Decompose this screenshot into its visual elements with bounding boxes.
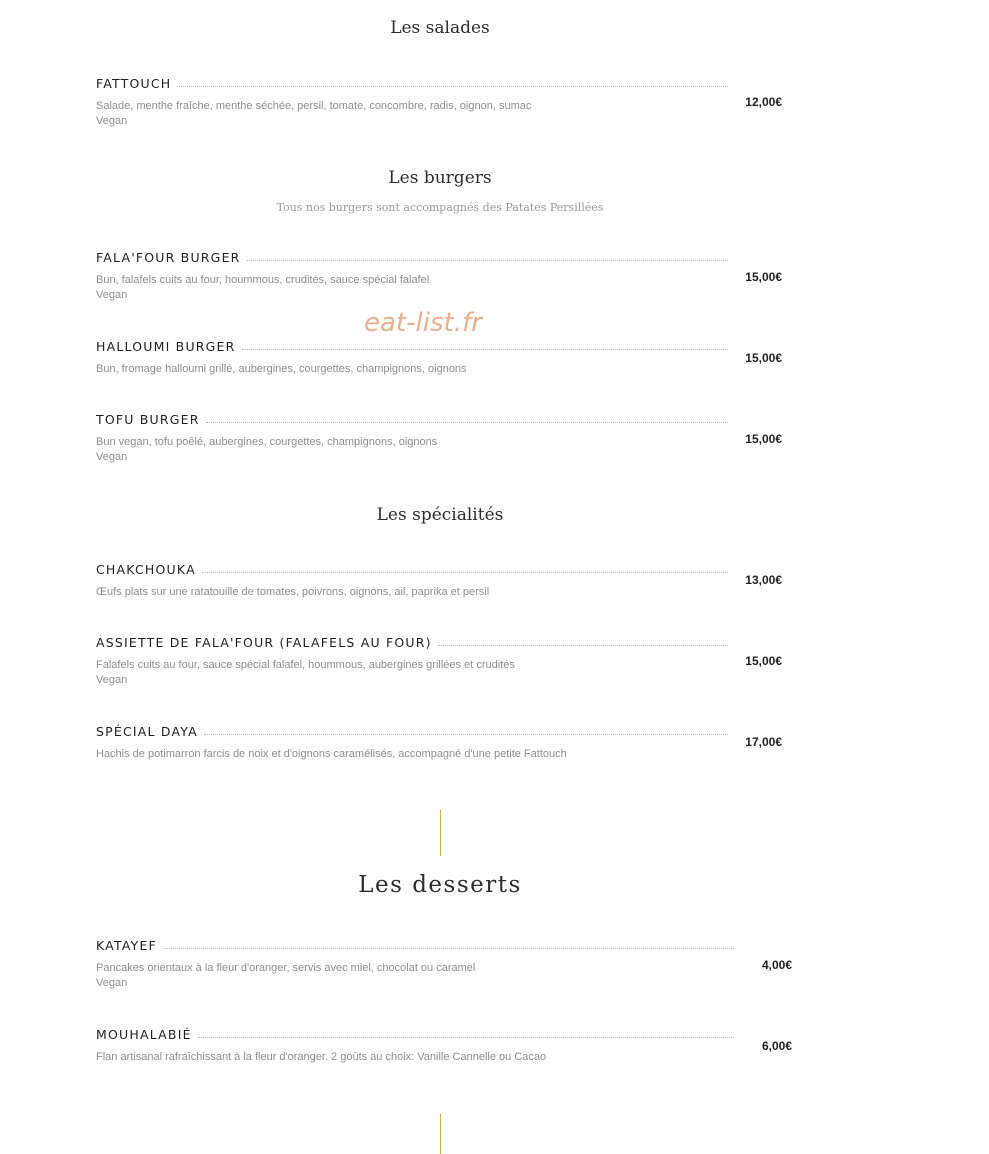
item-description: Salade, menthe fraîche, menthe séchée, persil, tomate, concombre, radis, oignon, sumac	[96, 100, 532, 112]
section-title-burgers: Les burgers	[388, 168, 492, 188]
item-price: 6,00€	[761, 1039, 792, 1053]
item-name: FATTOUCH	[96, 76, 172, 91]
item-price: 12,00€	[745, 95, 782, 109]
dot-leader	[206, 421, 728, 423]
watermark-logo: eat-list.fr	[364, 308, 482, 338]
menu-item-falafour-burger	[96, 250, 786, 303]
menu-item-tofu-burger	[96, 412, 786, 465]
item-description: Bun, falafels cuits au four, hoummous, crudités, sauce spécial falafel	[96, 274, 430, 286]
section-subtitle-burgers: Tous nos burgers sont accompagnés des Patates Persillées	[276, 201, 604, 214]
menu-item-special-daya	[96, 724, 786, 762]
menu-item-halloumi-burger	[96, 339, 786, 377]
section-divider-line	[440, 810, 441, 856]
item-description: Pancakes orientaux à la fleur d'oranger, servis avec miel, chocolat ou caramel	[96, 962, 476, 974]
item-description: Bun vegan, tofu poêlé, aubergines, courgettes, champignons, oignons	[96, 436, 438, 448]
item-price: 4,00€	[761, 958, 792, 972]
item-name: HALLOUMI BURGER	[96, 339, 236, 354]
item-header	[96, 562, 728, 577]
item-tag-vegan: Vegan	[96, 115, 128, 127]
item-header	[96, 938, 734, 953]
item-header	[96, 724, 728, 739]
item-description: Flan artisanal rafraîchissant à la fleur d'oranger. 2 goûts au choix: Vanille Cannelle ou Cacao	[96, 1051, 547, 1063]
menu-item-chakchouka	[96, 562, 786, 600]
item-price: 15,00€	[745, 432, 782, 446]
item-name: SPÉCIAL DAYA	[96, 724, 198, 739]
item-header	[96, 635, 728, 650]
item-price: 15,00€	[745, 270, 782, 284]
item-price: 17,00€	[745, 735, 782, 749]
item-tag-vegan: Vegan	[96, 451, 128, 463]
menu-item-fattouch	[96, 76, 786, 129]
item-name: TOFU BURGER	[96, 412, 200, 427]
item-header	[96, 250, 728, 265]
item-header	[96, 1027, 734, 1042]
dot-leader	[202, 571, 728, 573]
item-name: KATAYEF	[96, 938, 157, 953]
item-name: ASSIETTE DE FALA'FOUR (FALAFELS AU FOUR)	[96, 635, 432, 650]
section-title-desserts: Les desserts	[358, 872, 522, 898]
item-price: 13,00€	[745, 573, 782, 587]
item-name: FALA'FOUR BURGER	[96, 250, 241, 265]
item-header	[96, 412, 728, 427]
item-price: 15,00€	[745, 351, 782, 365]
section-divider-line	[440, 1114, 441, 1154]
menu-item-assiette-falafour	[96, 635, 786, 688]
item-name: CHAKCHOUKA	[96, 562, 196, 577]
dot-leader	[177, 85, 728, 87]
item-header	[96, 339, 728, 354]
item-header	[96, 76, 728, 91]
menu-item-katayef	[96, 938, 796, 991]
menu-item-mouhalabie	[96, 1027, 796, 1065]
item-description: Falafels cuits au four, sauce spécial falafel, hoummous, aubergines grillées et crudités	[96, 659, 515, 671]
item-price: 15,00€	[745, 654, 782, 668]
dot-leader	[163, 947, 734, 949]
item-description: Bun, fromage halloumi grillé, aubergines, courgettes, champignons, oignons	[96, 363, 467, 375]
item-name: MOUHALABIÉ	[96, 1027, 192, 1042]
item-description: Hachis de potimarron farcis de noix et d'oignons caramélisés, accompagné d'une petite Fattouch	[96, 748, 567, 760]
section-title-salades: Les salades	[390, 18, 490, 38]
dot-leader	[438, 644, 728, 646]
dot-leader	[247, 259, 728, 261]
item-tag-vegan: Vegan	[96, 289, 128, 301]
dot-leader	[204, 733, 728, 735]
dot-leader	[198, 1036, 734, 1038]
item-tag-vegan: Vegan	[96, 674, 128, 686]
item-description: Œufs plats sur une ratatouille de tomates, poivrons, oignons, ail, paprika et persil	[96, 586, 490, 598]
dot-leader	[242, 348, 728, 350]
item-tag-vegan: Vegan	[96, 977, 128, 989]
section-title-specialites: Les spécialités	[376, 505, 504, 525]
